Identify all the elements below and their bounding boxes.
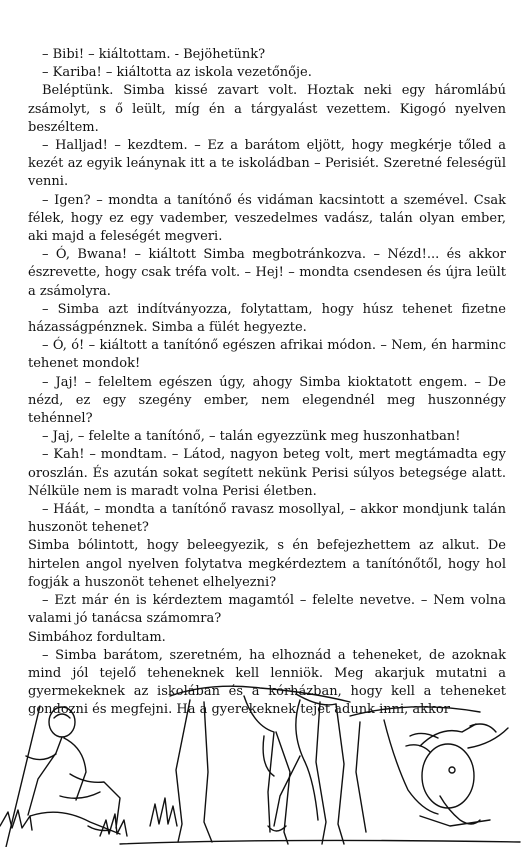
paragraph: – Jaj, – felelte a tanítónő, – talán egyezzünk meg huszonhatban!: [42, 429, 461, 445]
body-text: [28, 46, 506, 720]
paragraph: – Ó, Bwana! – kiáltott Simba megbotránkozva. – Nézd!... és akkor észrevette, hogy csak tréfa volt. – Hej! – mondta csendesen és újra leült a zsámolyra.: [28, 247, 506, 299]
paragraph: – Ezt már én is kérdeztem magamtól – felelte nevetve. – Nem volna valami jó tanácsa számomra?: [28, 593, 506, 627]
paragraph: – Bibi! – kiáltottam. - Bejöhetünk?: [42, 47, 266, 62]
paragraph: Simbához fordultam.: [28, 629, 166, 645]
paragraph: – Ó, ó! – kiáltott a tanítónő egészen afrikai módon. – Nem, én harminc tehenet mondok!: [28, 338, 506, 372]
paragraph: – Kah! – mondtam. – Látod, nagyon beteg volt, mert megtámadta egy oroszlán. És azután sokat segített nekünk Perisi súlyos betegsége alatt. Nélküle nem is maradt volna Perisi életben.: [28, 447, 506, 499]
paragraph: Beléptünk. Simba kissé zavart volt. Hoztak neki egy háromlábú zsámolyt, s ő leült, míg én a tárgyalást vezettem. Kigogó nyelven beszéltem.: [28, 83, 506, 135]
paragraph: – Igen? – mondta a tanítónő és vidáman kacsintott a szemével. Csak félek, hogy ez egy vadember, veszedelmes vadász, talán olyan ember, aki majd a feleségét megveri.: [28, 192, 506, 245]
paragraph: – Háát, – mondta a tanítónő ravasz mosollyal, – akkor mondjunk talán huszonöt tehenet?: [28, 502, 506, 536]
drawing-seated-man-with-cattle: [0, 676, 525, 847]
paragraph: Simba bólintott, hogy beleegyezik, s én befejezhettem az alkut. De hirtelen angol nyelven folytatva megkérdeztem a tanítónőtől, hogy hol fogják a huszonöt tehenet elhelyezni?: [28, 538, 506, 590]
illustration: [0, 676, 525, 847]
paragraph: – Halljad! – kezdtem. – Ez a barátom eljött, hogy megkérje tőled a kezét az egyik leánynak itt a te iskoládban – Perisiét. Szeretné feleségül venni.: [28, 138, 506, 190]
paragraph: – Kariba! – kiáltotta az iskola vezetőnője.: [42, 65, 312, 81]
paragraph: – Jaj! – feleltem egészen úgy, ahogy Simba kioktatott engem. – De nézd, ez egy szegény ember, nem elegendnél meg huszonnégy tehénnel?: [28, 374, 506, 427]
paragraph: – Simba azt indítványozza, folytattam, hogy húsz tehenet fizetne házasságpénznek. Simba a fülét hegyezte.: [28, 301, 506, 336]
paragraph: – Simba barátom, szeretném, ha elhoznád a teheneket, de azoknak mind jól tejelő teheneknek kell lenniök. Meg akarjuk mutatni a gyermekeknek az iskolában és a kórházban, hogy kell a teheneket gondozni és megfejni. Ha a gyerekeknek tejet adunk inni, akkor: [28, 647, 506, 718]
